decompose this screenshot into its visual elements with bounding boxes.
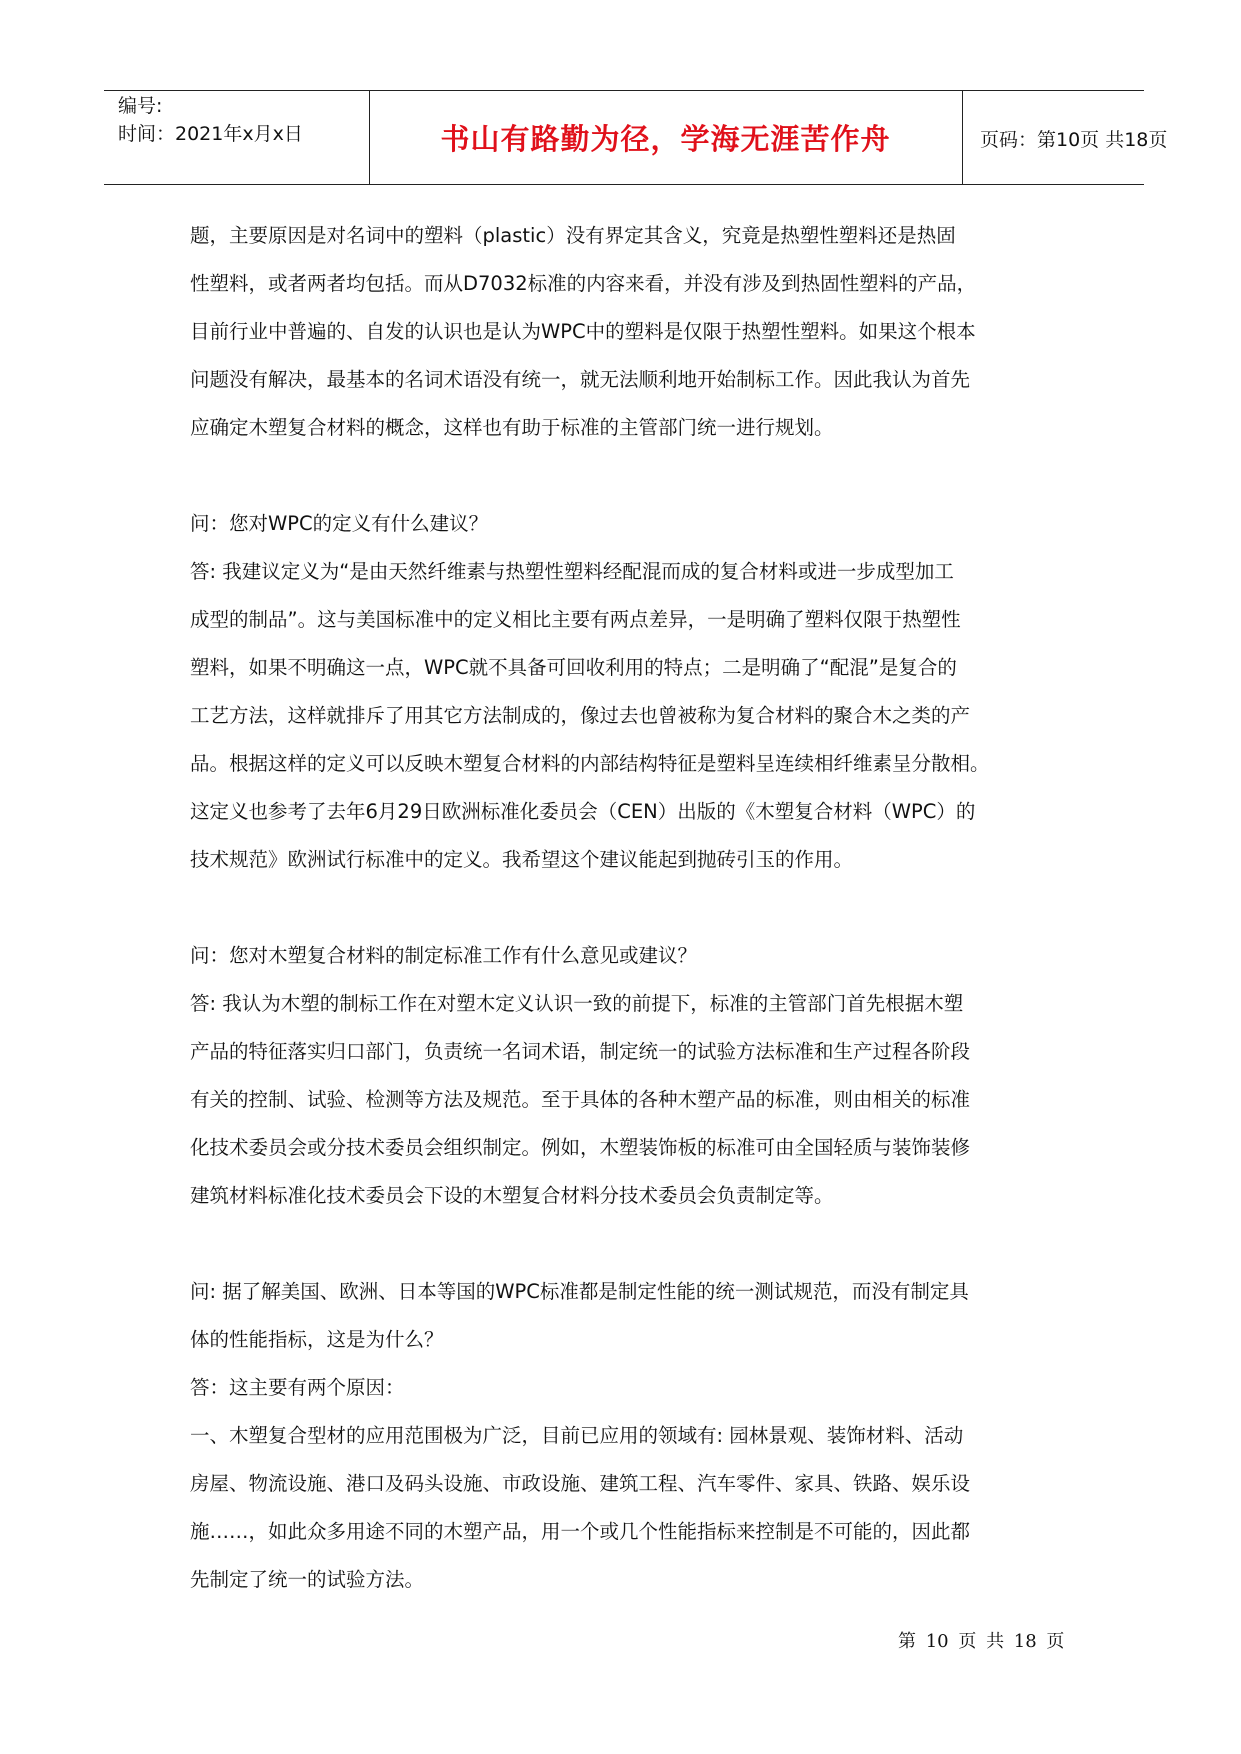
- body-line: 目前行业中普遍的、自发的认识也是认为WPC中的塑料是仅限于热塑性塑料。如果这个根本: [190, 320, 976, 343]
- body-line: 建筑材料标准化技术委员会下设的木塑复合材料分技术委员会负责制定等。: [190, 1184, 834, 1207]
- body-line: 体的性能指标，这是为什么？: [190, 1328, 444, 1351]
- body-line: 一、木塑复合型材的应用范围极为广泛，目前已应用的领域有: 园林景观、装饰材料、活动: [190, 1424, 964, 1447]
- body-line: 问：您对WPC的定义有什么建议？: [190, 512, 489, 535]
- document-time-label: 时间：2021年x月x日: [118, 123, 303, 145]
- document-number-label: 编号:: [118, 95, 163, 117]
- page-header: [104, 90, 1168, 185]
- body-line: 施……，如此众多用途不同的木塑产品，用一个或几个性能指标来控制是不可能的，因此都: [190, 1520, 971, 1543]
- document-body: [190, 212, 1060, 1604]
- paragraph-gap: [190, 452, 1060, 500]
- body-line: 应确定木塑复合材料的概念，这样也有助于标准的主管部门统一进行规划。: [190, 416, 834, 439]
- body-line: 成型的制品”。这与美国标准中的定义相比主要有两点差异，一是明确了塑料仅限于热塑性: [190, 608, 961, 631]
- body-line: 工艺方法，这样就排斥了用其它方法制成的，像过去也曾被称为复合材料的聚合木之类的产: [190, 704, 971, 727]
- body-line: 先制定了统一的试验方法。: [190, 1568, 425, 1591]
- body-line: 产品的特征落实归口部门，负责统一名词术语，制定统一的试验方法标准和生产过程各阶段: [190, 1040, 971, 1063]
- body-line: 问题没有解决，最基本的名词术语没有统一，就无法顺利地开始制标工作。因此我认为首先: [190, 368, 971, 391]
- page-footer: 第 10 页 共 18 页: [898, 1631, 1065, 1652]
- header-meta-cell: [104, 91, 370, 184]
- header-page-label: 页码：第10页 共18页: [980, 129, 1168, 151]
- body-line: 这定义也参考了去年6月29日欧洲标准化委员会（CEN）出版的《木塑复合材料（WPC）的: [190, 800, 976, 823]
- body-line: 品。根据这样的定义可以反映木塑复合材料的内部结构特征是塑料呈连续相纤维素呈分散相。: [190, 752, 990, 775]
- paragraph-gap: [190, 1220, 1060, 1268]
- body-line: 答: 我认为木塑的制标工作在对塑木定义认识一致的前提下，标准的主管部门首先根据木塑: [190, 992, 964, 1015]
- body-line: 答: 我建议定义为“是由天然纤维素与热塑性塑料经配混而成的复合材料或进一步成型加工: [190, 560, 954, 583]
- body-line: 性塑料，或者两者均包括。而从D7032标准的内容来看，并没有涉及到热固性塑料的产品，: [190, 272, 977, 295]
- paragraph-gap: [190, 884, 1060, 932]
- header-motto: 书山有路勤为径，学海无涯苦作舟: [440, 122, 891, 156]
- header-motto-cell: [369, 91, 963, 184]
- body-line: 化技术委员会或分技术委员会组织制定。例如，木塑装饰板的标准可由全国轻质与装饰装修: [190, 1136, 971, 1159]
- body-line: 问：您对木塑复合材料的制定标准工作有什么意见或建议？: [190, 944, 698, 967]
- body-line: 塑料，如果不明确这一点，WPC就不具备可回收利用的特点；二是明确了“配混”是复合的: [190, 656, 957, 679]
- body-line: 答：这主要有两个原因：: [190, 1376, 405, 1399]
- body-line: 有关的控制、试验、检测等方法及规范。至于具体的各种木塑产品的标准，则由相关的标准: [190, 1088, 971, 1111]
- body-line: 问: 据了解美国、欧洲、日本等国的WPC标准都是制定性能的统一测试规范，而没有制定具: [190, 1280, 969, 1303]
- body-line: 题，主要原因是对名词中的塑料（plastic）没有界定其含义，究竟是热塑性塑料还是热固: [190, 224, 956, 247]
- body-line: 技术规范》欧洲试行标准中的定义。我希望这个建议能起到抛砖引玉的作用。: [190, 848, 854, 871]
- body-line: 房屋、物流设施、港口及码头设施、市政设施、建筑工程、汽车零件、家具、铁路、娱乐设: [190, 1472, 971, 1495]
